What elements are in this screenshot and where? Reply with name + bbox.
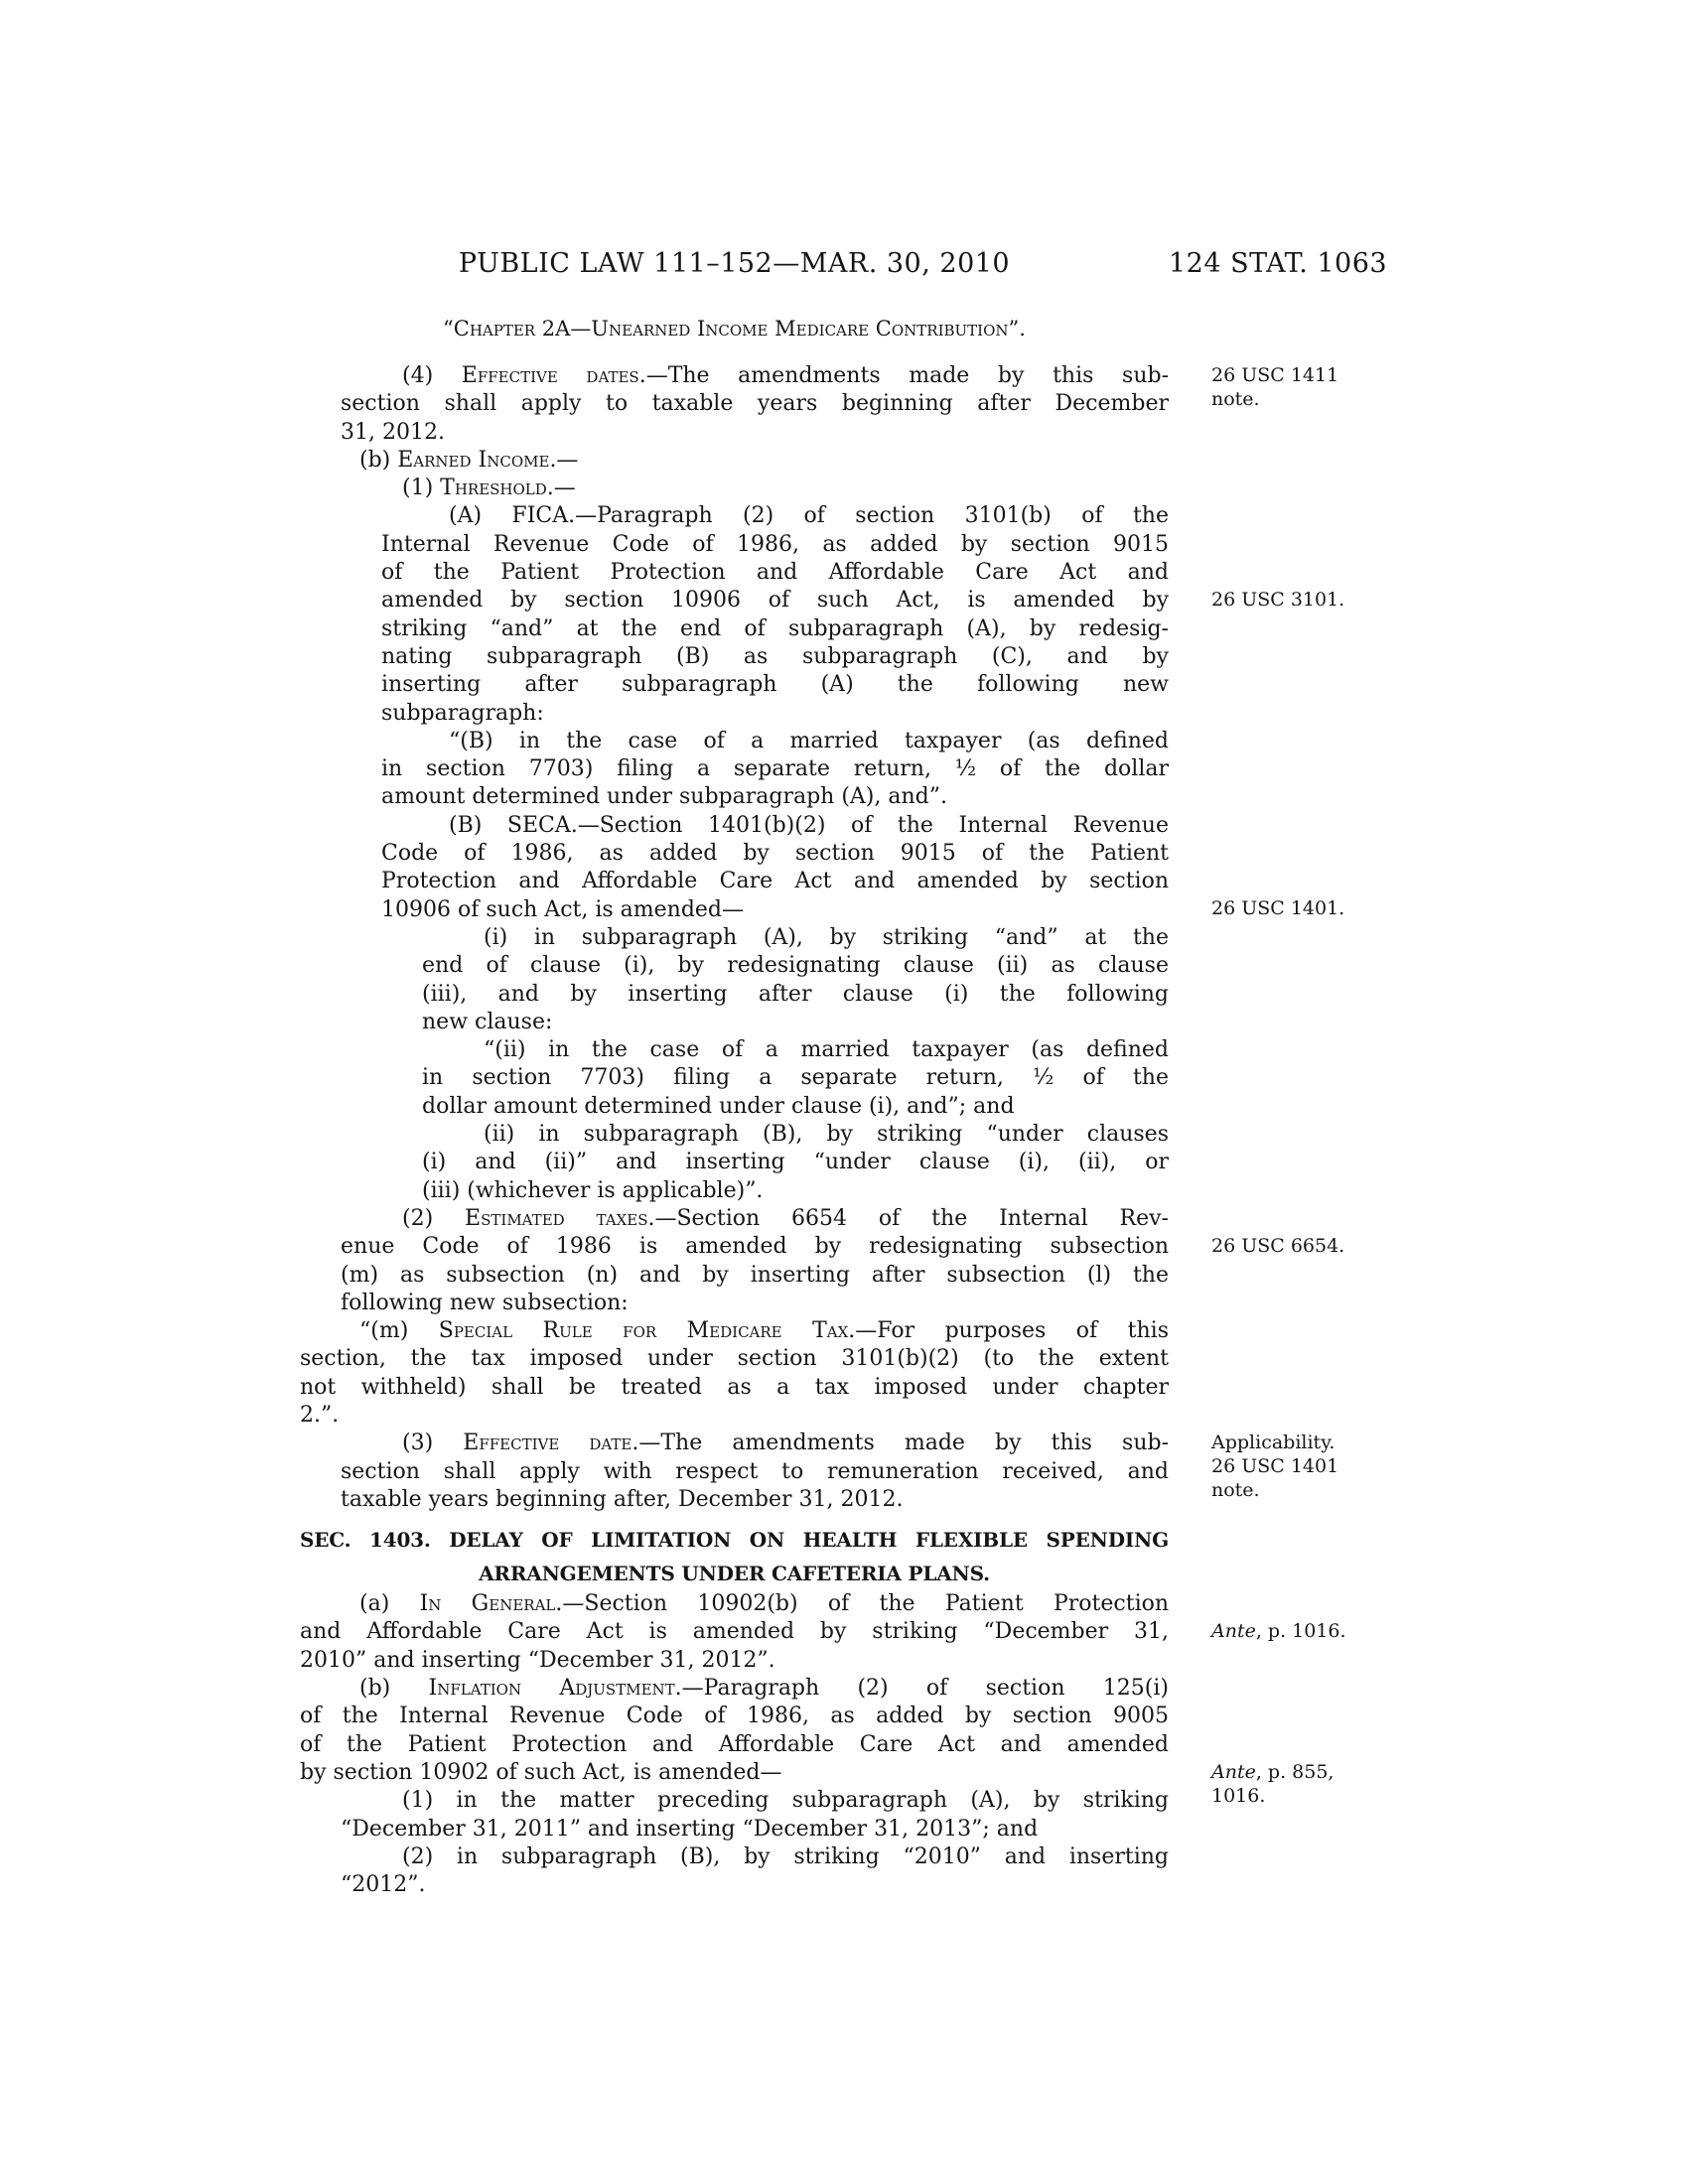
body-line bbox=[300, 1787, 1169, 1815]
text-segment: (1) in the matter preceding subparagraph (A), by striking bbox=[402, 1788, 1169, 1814]
body-line bbox=[300, 531, 1169, 559]
text-segment: 31, 2012. bbox=[341, 419, 445, 445]
text-segment: (ii) in subparagraph (B), by striking “under clauses bbox=[484, 1122, 1169, 1148]
text-segment: nating subparagraph (B) as subparagraph (C), and by bbox=[381, 643, 1169, 669]
margin-note-line bbox=[1211, 1454, 1390, 1478]
body-line bbox=[300, 1064, 1169, 1092]
body-line bbox=[300, 783, 1169, 811]
text-segment: (b) bbox=[359, 1676, 429, 1702]
body-line bbox=[300, 700, 1169, 728]
body-line bbox=[300, 728, 1169, 755]
margin-note bbox=[1211, 1234, 1390, 1258]
body-line bbox=[300, 1871, 1169, 1899]
margin-note-line bbox=[1211, 1619, 1390, 1643]
body-line bbox=[300, 1262, 1169, 1290]
text-segment: “2012”. bbox=[341, 1872, 426, 1898]
margin-note bbox=[1211, 1619, 1390, 1643]
body-line bbox=[300, 1703, 1169, 1730]
text-segment: (2) in subparagraph (B), by striking “2010” and inserting bbox=[402, 1843, 1169, 1869]
text-segment: .—Section 6654 of the Internal Rev- bbox=[647, 1205, 1169, 1231]
text-segment: note. bbox=[1211, 388, 1260, 411]
body-line bbox=[300, 755, 1169, 783]
text-segment: dollar amount determined under clause (i), and”; and bbox=[422, 1093, 1015, 1119]
text-segment: taxable years beginning after, December 31, 2012. bbox=[341, 1486, 904, 1512]
small-caps-text: Effective dates bbox=[461, 363, 639, 388]
body-line bbox=[300, 1205, 1169, 1233]
text-segment: Applicability. bbox=[1211, 1432, 1336, 1453]
margin-note-line bbox=[1211, 1760, 1390, 1784]
text-segment: “(B) in the case of a married taxpayer (as defined bbox=[449, 728, 1169, 753]
text-segment: 26 USC 1411 bbox=[1211, 364, 1339, 386]
body-line bbox=[300, 671, 1169, 699]
text-segment: (4) bbox=[402, 363, 462, 388]
body-line bbox=[300, 390, 1169, 418]
margin-note bbox=[1211, 1760, 1390, 1808]
text-segment: section, the tax imposed under section 3101(b)(2) (to the extent bbox=[300, 1346, 1169, 1372]
text-segment: , p. 855, bbox=[1255, 1761, 1335, 1783]
text-segment: 26 USC 6654. bbox=[1211, 1235, 1345, 1257]
running-head-stat-page: 124 STAT. 1063 bbox=[1169, 248, 1388, 279]
body-line bbox=[300, 924, 1169, 952]
body-line bbox=[300, 362, 1169, 390]
text-segment: “December 31, 2011” and inserting “December 31, 2013”; and bbox=[341, 1816, 1039, 1842]
text-segment: by section 10902 of such Act, is amended— bbox=[300, 1759, 782, 1785]
small-caps-text: Inflation Adjustment bbox=[428, 1676, 675, 1702]
body-line bbox=[300, 1290, 1169, 1317]
body-line bbox=[300, 896, 1169, 924]
text-segment: subparagraph: bbox=[381, 700, 544, 726]
margin-note bbox=[1211, 896, 1390, 920]
small-caps-text: Threshold bbox=[440, 476, 547, 501]
text-segment: .—The amendments made by this sub- bbox=[638, 363, 1170, 388]
body-line bbox=[300, 981, 1169, 1009]
small-caps-text: Earned Income bbox=[397, 447, 550, 473]
text-segment: not withheld) shall be treated as a tax imposed under chapter bbox=[300, 1374, 1169, 1400]
body-text bbox=[300, 362, 1169, 1899]
text-segment: Code of 1986, as added by section 9015 of the Patient bbox=[381, 841, 1169, 867]
body-line bbox=[300, 1430, 1169, 1457]
text-segment: 10906 of such Act, is amended— bbox=[381, 896, 745, 922]
body-line bbox=[300, 1843, 1169, 1871]
text-segment: amount determined under subparagraph (A), and”. bbox=[381, 784, 947, 810]
body-line bbox=[300, 1759, 1169, 1787]
text-segment: “(m) bbox=[359, 1318, 439, 1344]
text-segment: (i) and (ii)” and inserting “under clause (i), (ii), or bbox=[422, 1150, 1169, 1175]
text-segment: and Affordable Care Act is amended by striking “December 31, bbox=[300, 1619, 1169, 1645]
running-head-law: PUBLIC LAW 111–152—MAR. 30, 2010 bbox=[458, 248, 1011, 279]
text-segment: enue Code of 1986 is amended by redesignating subsection bbox=[341, 1234, 1169, 1260]
spacer bbox=[300, 1514, 1169, 1523]
text-segment: (a) bbox=[359, 1591, 420, 1617]
text-segment: .— bbox=[546, 476, 576, 501]
text-segment: 26 USC 1401 bbox=[1211, 1455, 1339, 1478]
text-segment: (i) in subparagraph (A), by striking “and” at the bbox=[484, 924, 1169, 950]
margin-note bbox=[1211, 588, 1390, 612]
text-segment: (m) as subsection (n) and by inserting after subsection (l) the bbox=[341, 1262, 1169, 1288]
text-segment: (A) FICA.—Paragraph (2) of section 3101(b) of the bbox=[449, 503, 1169, 529]
text-segment: .—The amendments made by this sub- bbox=[632, 1431, 1170, 1456]
body-line bbox=[300, 1036, 1169, 1064]
text-segment: section shall apply to taxable years beginning after December bbox=[341, 391, 1169, 417]
margin-note-line bbox=[1211, 1478, 1390, 1502]
italic-text: Ante bbox=[1211, 1620, 1256, 1642]
text-segment: .—For purposes of this bbox=[848, 1318, 1169, 1344]
body-line bbox=[300, 840, 1169, 868]
small-caps-text: Chapter 2A—Unearned Income Medicare Contribution bbox=[453, 317, 1009, 341]
text-segment: (3) bbox=[402, 1431, 464, 1456]
text-segment: (B) SECA.—Section 1401(b)(2) of the Internal Revenue bbox=[449, 812, 1169, 838]
body-line bbox=[300, 1402, 1169, 1430]
margin-note-line bbox=[1211, 1784, 1390, 1808]
text-segment: .— bbox=[549, 447, 579, 473]
text-segment: striking “and” at the end of subparagraph (A), by redesig- bbox=[381, 615, 1169, 641]
margin-note-line bbox=[1211, 588, 1390, 612]
body-line bbox=[300, 1345, 1169, 1373]
body-line bbox=[300, 502, 1169, 530]
body-line bbox=[300, 587, 1169, 614]
text-segment: in section 7703) filing a separate return, ½ of the dollar bbox=[381, 756, 1169, 782]
text-segment: (2) bbox=[402, 1205, 466, 1231]
text-segment: note. bbox=[1211, 1479, 1260, 1502]
text-segment: (iii), and by inserting after clause (i) the following bbox=[422, 981, 1169, 1007]
text-segment: amended by section 10906 of such Act, is amended by bbox=[381, 588, 1169, 614]
body-line bbox=[300, 1121, 1169, 1149]
text-segment: of the Internal Revenue Code of 1986, as added by section 9005 bbox=[300, 1704, 1169, 1729]
body-line bbox=[300, 868, 1169, 895]
margin-note bbox=[1211, 363, 1390, 411]
body-line bbox=[300, 1009, 1169, 1036]
text-segment: ”. bbox=[1008, 317, 1026, 341]
body-line bbox=[300, 475, 1169, 502]
chapter-heading bbox=[300, 316, 1169, 341]
text-segment: of the Patient Protection and Affordable Care Act and amended bbox=[300, 1731, 1169, 1757]
text-segment: inserting after subparagraph (A) the following new bbox=[381, 672, 1169, 698]
small-caps-text: Estimated taxes bbox=[465, 1205, 648, 1231]
text-segment: SEC. 1403. DELAY OF LIMITATION ON HEALTH FLEXIBLE SPENDING bbox=[300, 1528, 1169, 1553]
body-line bbox=[300, 615, 1169, 643]
text-segment: ARRANGEMENTS UNDER CAFETERIA PLANS. bbox=[479, 1562, 990, 1586]
body-line bbox=[300, 1149, 1169, 1176]
body-line bbox=[300, 419, 1169, 447]
text-segment: of the Patient Protection and Affordable Care Act and bbox=[381, 560, 1169, 586]
text-segment: 2010” and inserting “December 31, 2012”. bbox=[300, 1647, 775, 1673]
text-segment: 1016. bbox=[1211, 1785, 1266, 1808]
body-line bbox=[300, 1647, 1169, 1675]
body-line bbox=[300, 952, 1169, 980]
text-segment: 26 USC 1401. bbox=[1211, 897, 1345, 919]
text-segment: 2.”. bbox=[300, 1402, 340, 1428]
body-line bbox=[300, 1317, 1169, 1345]
margin-note-line bbox=[1211, 1234, 1390, 1258]
small-caps-text: Effective date bbox=[463, 1431, 633, 1456]
body-line bbox=[300, 1374, 1169, 1402]
text-segment: following new subsection: bbox=[341, 1290, 629, 1315]
text-segment: (b) bbox=[359, 447, 398, 473]
text-segment: end of clause (i), by redesignating clause (ii) as clause bbox=[422, 953, 1169, 979]
body-line bbox=[300, 447, 1169, 475]
body-line bbox=[300, 1590, 1169, 1618]
body-line bbox=[300, 1731, 1169, 1759]
body-line bbox=[300, 1458, 1169, 1486]
small-caps-text: Special Rule for Medicare Tax bbox=[438, 1318, 849, 1344]
body-line bbox=[300, 559, 1169, 587]
body-line bbox=[300, 1177, 1169, 1205]
margin-note-line bbox=[1211, 896, 1390, 920]
small-caps-text: In General bbox=[419, 1591, 556, 1617]
text-segment: , p. 1016. bbox=[1255, 1620, 1346, 1642]
text-segment: new clause: bbox=[422, 1009, 553, 1034]
text-segment: section shall apply with respect to remuneration received, and bbox=[341, 1458, 1169, 1484]
body-line bbox=[300, 1233, 1169, 1261]
text-segment: “ bbox=[443, 317, 454, 341]
section-heading-line bbox=[300, 1523, 1169, 1557]
body-line bbox=[300, 1816, 1169, 1843]
margin-note-line bbox=[1211, 363, 1390, 387]
text-segment: .—Paragraph (2) of section 125(i) bbox=[674, 1676, 1169, 1702]
italic-text: Ante bbox=[1211, 1761, 1256, 1783]
text-segment: (iii) (whichever is applicable)”. bbox=[422, 1177, 764, 1203]
margin-note bbox=[1211, 1431, 1390, 1503]
text-segment: Internal Revenue Code of 1986, as added by section 9015 bbox=[381, 531, 1169, 557]
text-segment: Protection and Affordable Care Act and amended by section bbox=[381, 869, 1169, 894]
text-segment: “(ii) in the case of a married taxpayer (as defined bbox=[484, 1037, 1169, 1063]
margin-note-line bbox=[1211, 1431, 1390, 1454]
text-segment: .—Section 10902(b) of the Patient Protection bbox=[555, 1591, 1170, 1617]
body-line bbox=[300, 643, 1169, 671]
margin-note-line bbox=[1211, 387, 1390, 411]
section-heading-line bbox=[300, 1557, 1169, 1590]
body-line bbox=[300, 1486, 1169, 1514]
text-segment: (1) bbox=[402, 476, 441, 501]
body-line bbox=[300, 1093, 1169, 1121]
body-line bbox=[300, 812, 1169, 840]
text-segment: in section 7703) filing a separate return, ½ of the bbox=[422, 1065, 1169, 1091]
body-line bbox=[300, 1618, 1169, 1646]
body-line bbox=[300, 1675, 1169, 1703]
text-segment: 26 USC 3101. bbox=[1211, 589, 1345, 611]
